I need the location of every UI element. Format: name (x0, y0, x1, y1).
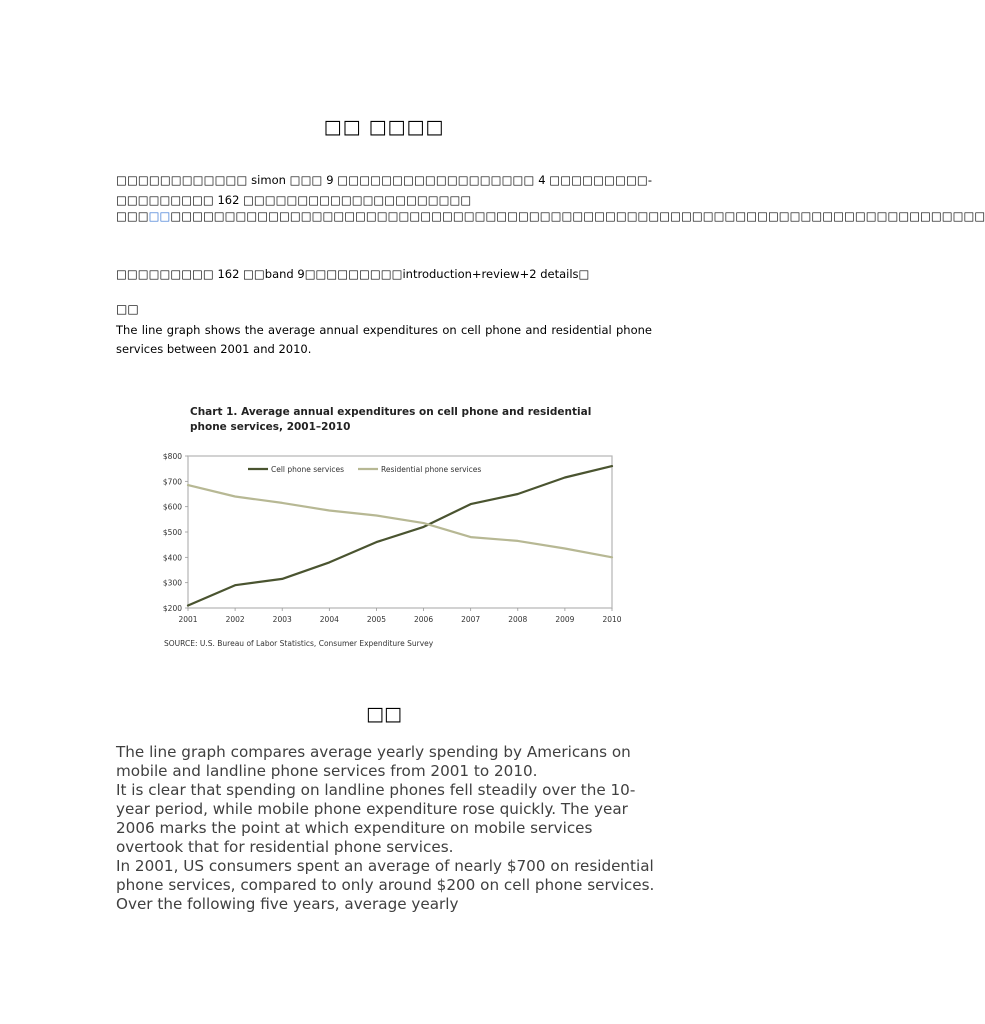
x-tick-label: 2008 (508, 615, 528, 624)
plot-frame (188, 456, 612, 608)
question-label: □□ (116, 302, 139, 316)
data-point (423, 522, 425, 524)
data-point (423, 526, 425, 528)
x-tick-label: 2001 (178, 615, 198, 624)
series-line-cell-phone (188, 466, 612, 605)
data-point (564, 477, 566, 479)
data-point (187, 605, 189, 607)
chart-title-line: phone services, 2001–2010 (190, 421, 351, 433)
x-tick-label: 2007 (461, 615, 481, 624)
line-chart (156, 395, 636, 657)
data-point (470, 503, 472, 505)
data-point (234, 496, 236, 498)
y-tick-label: $200 (162, 604, 182, 613)
x-tick-label: 2002 (225, 615, 245, 624)
intro-paragraph-2-suffix: □□□□□□□□□□□□□□□□□□□□□□□□□□□□□□□□□□□□□□□□□□□□□□□□□□□□□□□□□□□□□□□□□□□□□□□□□□□ (170, 209, 985, 223)
intro-paragraph-1: □□□□□□□□□□□□ simon □□□ 9 □□□□□□□□□□□□□□□□□□ 4 □□□□□□□□□-□□□□□□□□□ 162 □□□□□□□□□□□□□□□□□□□□□ (116, 173, 652, 207)
intro-paragraph-3: □□□□□□□□□ 162 □□band 9□□□□□□□□□introduction+review+2 details□ (116, 267, 590, 281)
y-tick-label: $500 (162, 528, 182, 537)
data-point (376, 541, 378, 543)
data-point (281, 502, 283, 504)
intro-paragraph-2 (116, 206, 985, 226)
intro-paragraph-2-prefix: □□□ (116, 209, 149, 223)
x-tick-label: 2003 (272, 615, 292, 624)
data-point (234, 584, 236, 586)
data-point (328, 510, 330, 512)
essay-paragraph: In 2001, US consumers spent an average of nearly $700 on residential phone services, compared to only around $200 on cell phone services. Over the following five years, average yearly (116, 857, 655, 913)
x-tick-label: 2004 (319, 615, 339, 624)
intro-link[interactable]: □□ (148, 209, 171, 223)
chart-title-line: Chart 1. Average annual expenditures on cell phone and residential (190, 406, 592, 418)
legend-label: Residential phone services (381, 465, 482, 474)
data-point (611, 556, 613, 558)
document-title: □□ □□□□ (323, 116, 445, 138)
chart-source-note: SOURCE: U.S. Bureau of Labor Statistics, Consumer Expenditure Survey (164, 639, 434, 648)
y-tick-label: $600 (162, 502, 182, 512)
x-tick-label: 2005 (366, 615, 386, 624)
data-point (564, 548, 566, 550)
y-tick-label: $700 (162, 477, 182, 487)
y-tick-label: $400 (162, 553, 182, 563)
data-point (470, 536, 472, 538)
x-tick-label: 2010 (602, 615, 622, 624)
series-line-residential (188, 485, 612, 557)
data-point (376, 515, 378, 517)
legend-label: Cell phone services (271, 465, 345, 474)
x-tick-label: 2009 (555, 615, 575, 624)
data-point (517, 493, 519, 495)
data-point (611, 465, 613, 467)
data-point (517, 540, 519, 542)
data-point (328, 562, 330, 564)
chart-figure (156, 395, 636, 657)
x-tick-label: 2006 (414, 615, 434, 624)
data-point (281, 578, 283, 580)
essay-body (116, 743, 656, 914)
answer-heading: □□ (366, 703, 402, 725)
essay-paragraph: The line graph compares average yearly spending by Americans on mobile and landline phone services from 2001 to 2010. (116, 743, 631, 780)
essay-paragraph: It is clear that spending on landline phones fell steadily over the 10-year period, while mobile phone expenditure rose quickly. The year 2006 marks the point at which expenditure on mobile services overtook that for residential phone services. (116, 781, 636, 856)
question-text: The line graph shows the average annual expenditures on cell phone and residential phone services between 2001 and 2010. (116, 323, 652, 356)
y-tick-label: $300 (162, 578, 182, 588)
data-point (187, 484, 189, 486)
y-tick-label: $800 (162, 452, 182, 461)
